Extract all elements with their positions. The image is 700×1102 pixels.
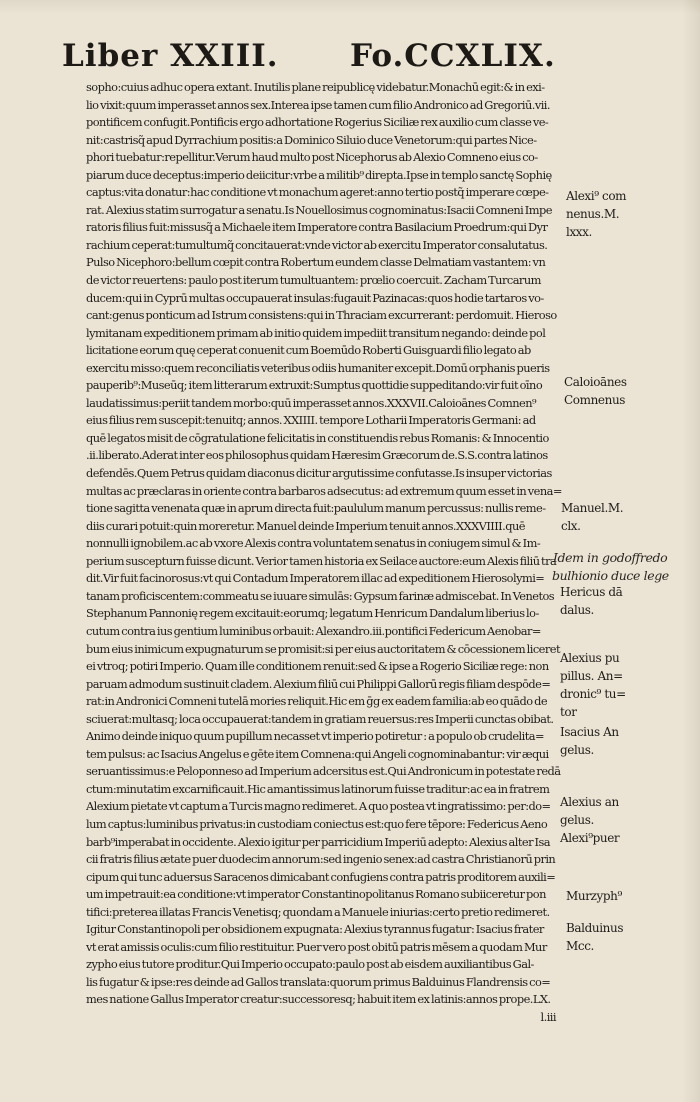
text-line: .ii.liberato.Aderat inter eos philosophus quidam Hæresim Græcorum de.S.S.contra latinos xyxy=(86,448,548,463)
text-line: lio vixit:quum imperasset annos sex.Interea ipse tamen cum filio Andronico ad Gregoriū.vii. xyxy=(86,97,550,112)
text-line: rat:in Andronici Comneni tutelā mories reliquit.Hic em ḡg ex eadem familia:ab eo quādo de xyxy=(86,694,548,709)
note-alexius-puer: Alexi⁹puer xyxy=(560,831,620,845)
text-line: ratoris filius fuit:missusq̃ a Michaele item Imperatore contra Basilacium Proedrum:qui Dyr xyxy=(86,220,548,235)
note-alexius-pupillus-3: dronic⁹ tu= xyxy=(560,687,626,701)
text-line: lis fugatur & ipse:res deinde ad Gallos translata:quorum primus Balduinus Flandrensis co= xyxy=(86,974,551,989)
page-edge-shadow xyxy=(682,0,700,1102)
text-line: laudatissimus:periit tandem morbo:quū imperasset annos.XXXVII.Caloioānes Comnen⁹ xyxy=(86,395,537,410)
text-line: multas ac præclaras in oriente contra barbaros adsecutus: ad extremum quum esset in vena= xyxy=(86,483,562,498)
note-henricus-2: dalus. xyxy=(560,603,594,617)
text-line: tifici:preterea illatas Francis Venetisq; quondam a Manuele iniurias:certo pretio redimeret. xyxy=(86,904,550,919)
note-caloioannes-1: Caloioānes xyxy=(564,375,627,389)
text-line: barb⁹imperabat in occidente. Alexio igitur per parricidium Imperiū adepto: Alexius alter Isa xyxy=(86,834,551,849)
note-handwritten-2: bulhionio duce lege xyxy=(552,568,669,583)
text-line: lum captus:luminibus privatus:in custodiam coniectus est:quo fere tēpore: Federicus Aeno xyxy=(86,816,548,831)
text-line: Stephanum Pannonię regem excitauit:eorumq; legatum Henricum Dandalum liberius lo- xyxy=(86,606,539,621)
text-line: rachium ceperat:tumultumq̃ concitauerat:vnde victor ab exercitu Imperator consalutatus. xyxy=(86,237,548,252)
text-line: um impetrauit:ea conditione:vt imperator Constantinopolitanus Romano subiiceretur pon xyxy=(86,887,546,902)
text-line: captus:vita donatur:hac conditione vt monachum ageret:anno tertio postq̃ imperare cœpe- xyxy=(86,185,549,200)
text-line: licitatione eorum quę ceperat conuenit cum Boemūdo Roberti Guisguardi filio legato ab xyxy=(86,343,531,358)
text-line: defendēs.Quem Petrus quidam diaconus dicitur argutissime confutasse.Is insuper victorias xyxy=(86,466,552,481)
text-line: ducem:qui in Cyprū multas occupauerat insulas:fugauit Pazinacas:quos hodie tartaros vo- xyxy=(86,290,544,305)
note-manuel-1: Manuel.M. xyxy=(561,501,624,515)
text-line: lymitanam expeditionem primam ab initio quidem impediit transitum negando: deinde pol xyxy=(86,325,546,340)
text-line: quē legatos misit de cōgratulatione felicitatis in constituendis rebus Romanis: & Innocentio xyxy=(86,430,549,445)
signature-mark: l.iii xyxy=(540,1009,556,1024)
note-alexius-comnenus-3: lxxx. xyxy=(566,225,592,239)
text-line: diis curari potuit:quin moreretur. Manuel deinde Imperium tenuit annos.XXXVIIII.quē xyxy=(86,518,525,533)
folio-number: Fo.CCXLIX. xyxy=(350,38,556,74)
text-line: ei vtroq; potiri Imperio. Quam ille conditionem renuit:sed & ipse a Rogerio Siciliæ rege: non xyxy=(86,659,549,674)
text-line: piarum duce deceptus:imperio deiicitur:vrbe a militib⁹ direpta.Ipse in templo sanctę Sophię xyxy=(86,167,552,182)
note-alexius-pupillus-1: Alexius pu xyxy=(560,651,620,665)
text-line: exercitu misso:quem reconciliatis veteribus odiis humaniter excepit.Domū orphanis pueris xyxy=(86,360,550,375)
note-alexius-angelus-1: Alexius an xyxy=(560,795,619,809)
text-line: phori tuebatur:repellitur.Verum haud multo post Nicephorus ab Alexio Comneno eius co- xyxy=(86,150,538,165)
note-balduinus-2: Mcc. xyxy=(566,939,594,953)
text-line: mes natione Gallus Imperator creatur:successoresq; habuit item ex latinis:annos prope.LX. xyxy=(86,992,551,1007)
text-line: de victor reuertens: paulo post iterum tumultuantem: prœlio coercuit. Zacham Turcarum xyxy=(86,273,541,288)
note-alexius-comnenus-1: Alexi⁹ com xyxy=(566,189,627,203)
note-handwritten-1: Idem in godoffredo xyxy=(553,550,668,565)
text-line: tione sagitta venenata quæ in aprum directa fuit:paululum manum percussus: nullis reme- xyxy=(86,501,546,516)
note-alexius-angelus-2: gelus. xyxy=(560,813,594,827)
text-line: paruam admodum sustinuit cladem. Alexium filiū cui Philippi Gallorū regis filiam despōde= xyxy=(86,676,551,691)
page-top-shadow xyxy=(0,0,700,14)
text-line: cutum contra ius gentium luminibus orbauit: Alexandro.iii.pontifici Federicum Aenobar= xyxy=(86,623,541,638)
text-line: cipum qui tunc aduersus Saracenos dimicabant confugiens contra patris proditorem auxili= xyxy=(86,869,556,884)
text-line: cant:genus ponticum ad Istrum consistens:qui in Thraciam excurrerant: perdomuit. Hieroso xyxy=(86,308,557,323)
text-line: Alexium pietate vt captum a Turcis magno redimeret. A quo postea vt ingratissimo: per:do= xyxy=(86,799,551,814)
text-line: pauperib⁹:Museūq; item litterarum extruxit:Sumptus quottidie suppeditando:vir fuit oīno xyxy=(86,378,543,393)
note-balduinus-1: Balduinus xyxy=(566,921,624,935)
text-line: ctum:minutatim excarnificauit.Hic amantissimus latinorum fuisse traditur:ac ea in fratrem xyxy=(86,781,550,796)
text-line: seruantissimus:e Peloponneso ad Imperium adcersitus est.Qui Andronicum in potestate redā xyxy=(86,764,561,779)
main-text-column xyxy=(86,79,564,1027)
note-caloioannes-2: Comnenus xyxy=(564,393,626,407)
note-isacius-2: gelus. xyxy=(560,743,594,757)
note-alexius-comnenus-2: nenus.M. xyxy=(566,207,620,221)
note-murzyphus: Murzyph⁹ xyxy=(566,889,622,903)
text-line: zypho eius tutore proditur.Qui Imperio occupato:paulo post ab eisdem auxiliantibus Gal- xyxy=(86,957,534,972)
text-line: Animo deinde iniquo quum pupillum necasset vt imperio potiretur : a populo ob crudelita= xyxy=(86,729,544,744)
note-isacius-1: Isacius An xyxy=(560,725,619,739)
text-line: sopho:cuius adhuc opera extant. Inutilis plane reipublicę videbatur.Monachū egit:& in exi- xyxy=(86,80,545,94)
text-line: sciuerat:multasq; loca occupauerat:tandem in gratiam reuersus:res Imperii cunctas obibat. xyxy=(86,711,554,726)
text-line: nonnulli ignobilem.ac ab vxore Alexis contra voluntatem senatus in coniugem simul & Im- xyxy=(86,536,541,551)
note-henricus-1: Hericus dā xyxy=(560,585,623,599)
note-alexius-pupillus-4: tor xyxy=(560,705,577,719)
note-manuel-2: clx. xyxy=(561,519,581,533)
text-line: nit:castrisq̃ apud Dyrrachium positis:a Dominico Siluio duce Venetorum:qui partes Nice- xyxy=(86,132,537,147)
text-line: vt erat amissis oculis:cum filio restituitur. Puer vero post obitū patris mēsem a quodam Mur xyxy=(86,939,547,954)
text-line: bum eius inimicum expugnaturum se promisit:si per eius auctoritatem & cōcessionem liceret xyxy=(86,641,560,656)
text-line: eius filius rem suscepit:tenuitq; annos. XXIIII. tempore Lotharii Imperatoris Germani: ad xyxy=(86,413,536,428)
text-line: rat. Alexius statim surrogatur a senatu.Is Nouellosimus cognominatus:Isacii Comneni Impe xyxy=(86,202,552,217)
text-line: Igitur Constantinopoli per obsidionem expugnata: Alexius tyrannus fugatur: Isacius frater xyxy=(86,922,544,937)
text-line: cii fratris filius ætate puer duodecim annorum:sed ingenio senex:ad castra Christianorū prin xyxy=(86,852,556,867)
running-head-liber: Liber XXIII. xyxy=(62,38,279,74)
text-line: pontificem confugit.Pontificis ergo adhortatione Rogerius Siciliæ rex auxilio cum classe ve- xyxy=(86,115,549,130)
text-line: dit.Vir fuit facinorosus:vt qui Contadum Imperatorem illac ad expeditionem Hierosolymi= xyxy=(86,571,545,586)
text-line: tanam proficiscentem:commeatu se iuuare simulās: Gypsum farinæ admiscebat. In Venetos xyxy=(86,588,555,603)
text-line: tem pulsus: ac Isacius Angelus e gēte item Comnena:qui Angeli cognominabantur: vir æqui xyxy=(86,746,549,761)
text-line: Pulso Nicephoro:bellum cœpit contra Robertum eundem classe Delmatiam vastantem: vn xyxy=(86,255,546,270)
note-alexius-pupillus-2: pillus. An= xyxy=(560,669,623,683)
text-line: perium suscepturn fuisse dicunt. Verior tamen historia ex Seilace auctore:eum Alexis filiū tra xyxy=(86,553,557,568)
